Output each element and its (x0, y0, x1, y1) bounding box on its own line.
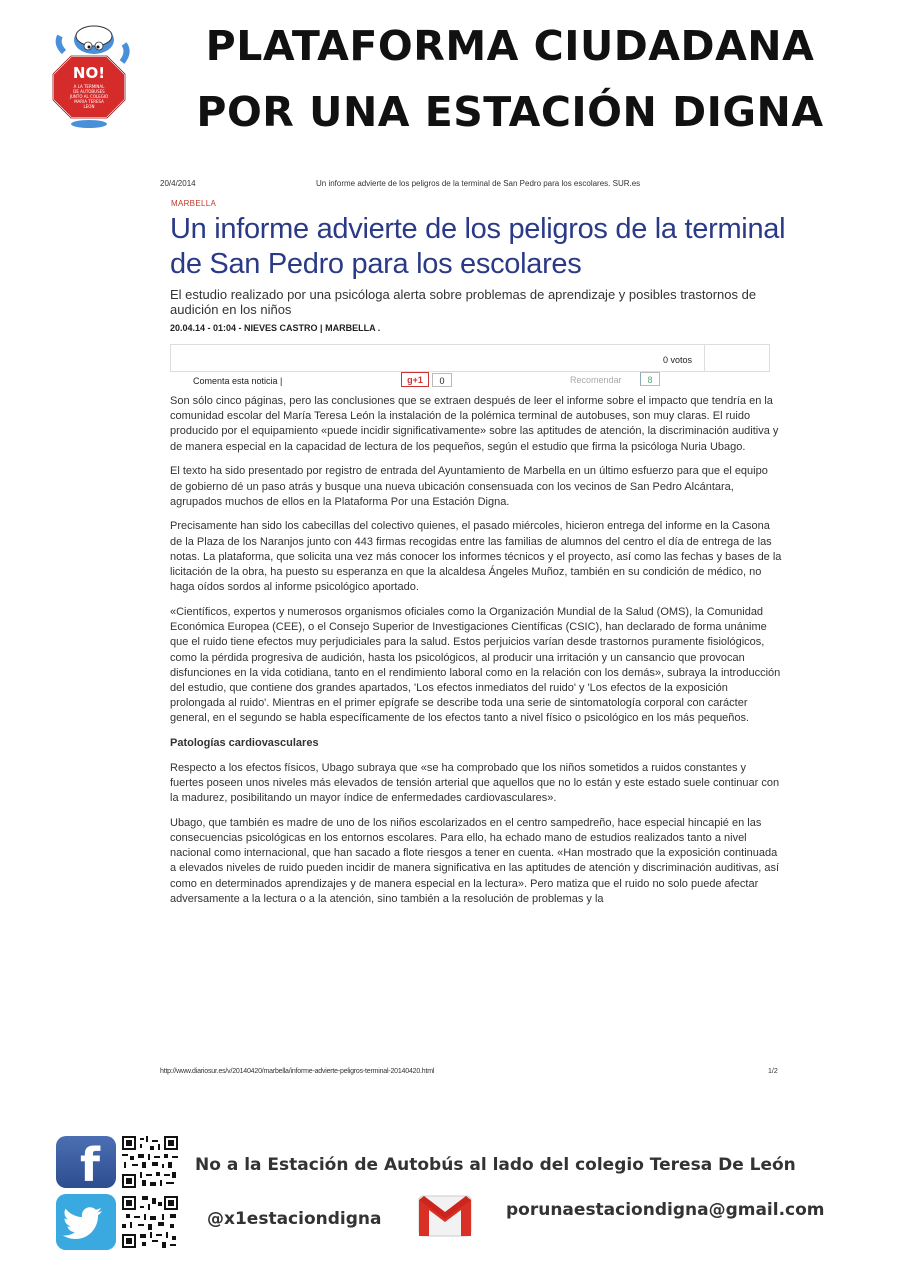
section-label[interactable]: MARBELLA (171, 199, 217, 208)
twitter-handle[interactable]: @x1estaciondigna (207, 1209, 382, 1229)
article-paragraph: Son sólo cinco páginas, pero las conclusiones que se extraen después de leer el informe sobre el impacto que tendría en la comunidad escolar del María Teresa León la instalación de la polémica terminal de autobuses, son muy claras. El ruido producido por el equipamiento «puede incidir significativamente» sobre las aptitudes de atención, la discriminación auditiva y de manera especial en la capacidad de lectura de los pequeños, según el estudio que firma la psicóloga Nuria Ubago. (170, 395, 779, 453)
facebook-glyph: f (80, 1138, 101, 1192)
print-url[interactable]: http://www.diariosur.es/v/20140420/marbella/informe-advierte-peligros-terminal-20140420.html (160, 1068, 435, 1075)
article-headline: Un informe advierte de los peligros de la terminal de San Pedro para los escolares (170, 213, 786, 280)
print-page-title: Un informe advierte de los peligros de la terminal de San Pedro para los escolares. SUR.es (316, 179, 641, 188)
article-paragraph: El texto ha sido presentado por registro de entrada del Ayuntamiento de Marbella en un último esfuerzo para que el equipo de gobierno dé un paso atrás y busque una nueva ubicación consensuada con los vecinos de San Pedro Alcántara, agrupados muchos de ellos en la Plataforma Por una Estación Digna. (170, 465, 768, 508)
svg-text:MARIA TERESA: MARIA TERESA (74, 99, 104, 104)
svg-text:DE AUTOBUSES: DE AUTOBUSES (73, 89, 105, 94)
svg-text:NO!: NO! (72, 64, 106, 82)
svg-text:JUNTO AL COLEGIO: JUNTO AL COLEGIO (69, 94, 109, 99)
gmail-icon[interactable] (416, 1186, 474, 1244)
twitter-icon[interactable] (56, 1194, 116, 1250)
vote-count: 0 votos (663, 355, 693, 365)
svg-text:A LA TERMINAL: A LA TERMINAL (73, 84, 105, 89)
article-subheading: Patologías cardiovasculares (170, 737, 319, 750)
article-subheadline: El estudio realizado por una psicóloga alerta sobre problemas de aprendizaje y posibles trastornos de audición en los niños (170, 287, 757, 317)
article-paragraph: «Científicos, expertos y numerosos organismos oficiales como la Organización Mundial de la Salud (OMS), la Comunidad Económica Europea (CEE), o el Consejo Superior de Investigaciones Científicas (CSIC), han declarado de forma unánime que el ruido tiene efectos muy perjudiciales para la salud. Estos perjuicios varían desde trastornos puramente fisiológicos, como la pérdida progresiva de audición, hasta los psicológicos, al producir una irritación y un cansancio que provocan disfunciones en la vida cotidiana, tanto en el rendimiento laboral como en la relación con los demás», subraya la introducción del estudio, que contiene dos grandes apartados, 'Los efectos inmediatos del ruido' y 'Los efectos de la exposición prolongada al ruido'. Mientras en el primer epígrafe se describe toda una serie de sintomatología corporal con carácter general, en el segundo se habla específicamente de los efectos tanto a nivel físico o psicológico en los más pequeños. (170, 605, 781, 725)
google-plus-button[interactable]: g+1 (401, 372, 429, 387)
recommend-button[interactable]: Recomendar (570, 375, 622, 385)
page-number: 1/2 (768, 1068, 778, 1075)
google-plus-count: 0 (432, 373, 452, 387)
article-byline: 20.04.14 - 01:04 - NIEVES CASTRO | MARBELLA . (170, 323, 381, 333)
contact-email[interactable]: porunaestaciondigna@gmail.com (506, 1200, 825, 1220)
article-paragraph: Precisamente han sido los cabecillas del colectivo quienes, el pasado miércoles, hicieron entrega del informe en la Casona de la Plaza de los Naranjos junto con 443 firmas recogidas entre las familias de alumnos del centro el día de entrega de las notas. La plataforma, que solicita una vez más conocer los informes técnicos y el proyecto, así como las fechas y bases de la licitación de la obra, ha puesto su esperanza en que la alcaldesa Ángeles Muñoz, también en su condición de médico, no haga oídos sordos al informe psicológico aportado. (170, 520, 782, 594)
facebook-qr-code (122, 1136, 178, 1188)
footer-slogan: No a la Estación de Autobús al lado del colegio Teresa De León (195, 1155, 796, 1175)
print-date: 20/4/2014 (160, 179, 196, 188)
no-terminal-logo (44, 22, 134, 130)
page-title-line2: POR UNA ESTACIÓN DIGNA (196, 88, 824, 136)
page-title-line1: PLATAFORMA CIUDADANA (205, 22, 815, 70)
article-paragraph: Respecto a los efectos físicos, Ubago subraya que «se ha comprobado que los niños sometidos a ruidos constantes y fuertes poseen unos niveles más elevados de tensión arterial que aquellos que no lo están y este estado suele continuar con la madurez, posibilitando un mayor índice de enfermedades cardiovasculares». (170, 761, 780, 805)
comment-link[interactable]: Comenta esta noticia | (193, 376, 283, 386)
article-paragraph: Ubago, que también es madre de uno de los niños escolarizados en el centro sampedreño, hace especial hincapié en las consecuencias psicológicas en los entornos escolares. Para ello, ha echado mano de estudios realizados tanto a nivel nacional como internacional, que han sacado a flote riesgos a tener en cuenta. «Han mostrado que la exposición continuada a elevados niveles de ruido pueden incidir de manera significativa en las aptitudes de atención y discriminación auditivas, así como en determinados aprendizajes y de manera especial en la lectura». Pero matiza que el ruido no solo puede afectar adversamente a la lectura o a la atención, sino también a la resolución de problemas y la (170, 816, 780, 905)
facebook-icon[interactable] (56, 1136, 116, 1192)
article-body (170, 394, 782, 917)
twitter-qr-code (122, 1196, 178, 1248)
svg-text:LEON: LEON (83, 104, 95, 109)
recommend-count: 8 (640, 372, 660, 386)
